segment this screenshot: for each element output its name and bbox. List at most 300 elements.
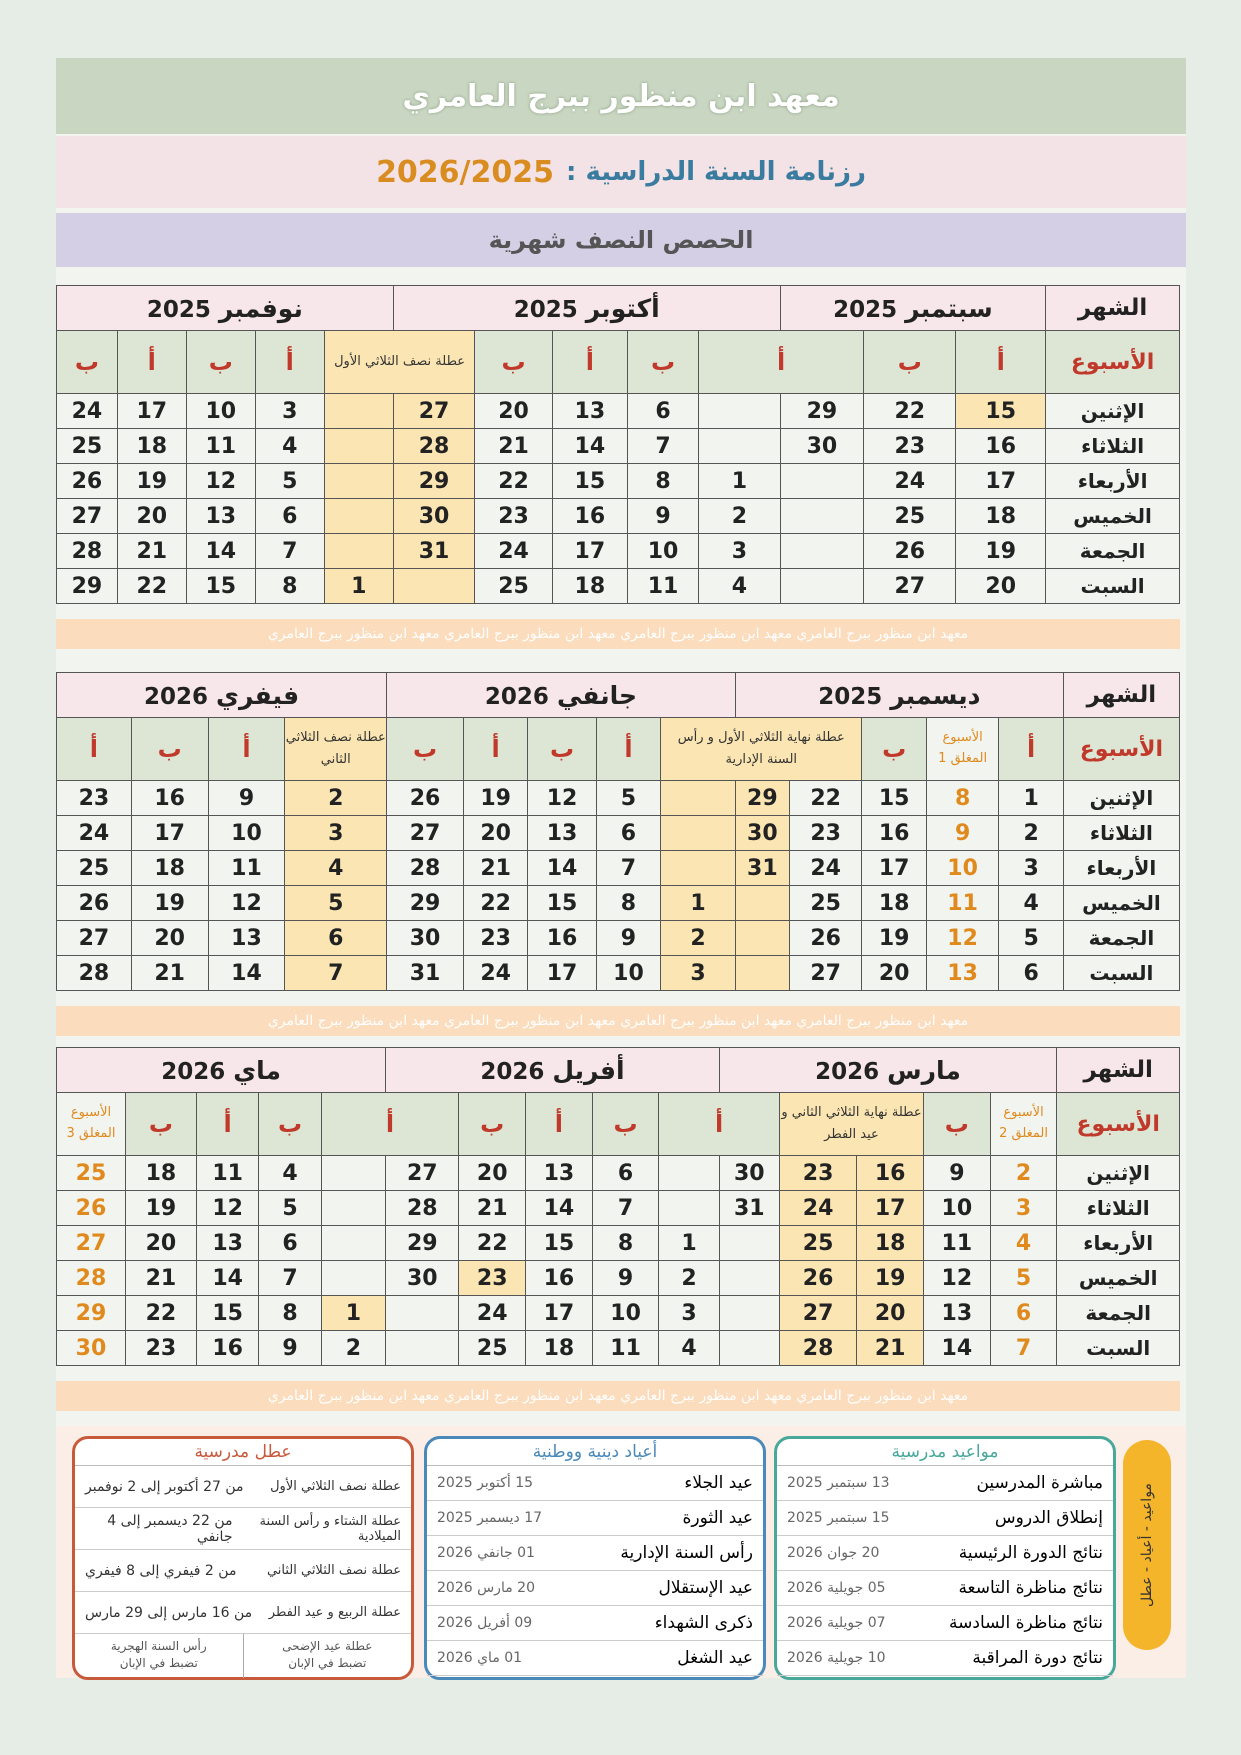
month-header-march — [719, 1048, 1057, 1093]
month-label: الشهر — [1057, 1048, 1180, 1093]
month-header-december — [735, 673, 1063, 718]
month-header-january — [387, 673, 736, 718]
date-cell: 13 — [528, 816, 596, 851]
info-date: من 16 مارس إلى 29 مارس — [85, 1604, 253, 1621]
date-cell: 25 — [57, 851, 132, 886]
week-letter: ب — [475, 331, 552, 394]
date-cell: 15 — [528, 886, 596, 921]
date-cell: 20 — [131, 921, 208, 956]
info-row — [777, 1641, 1113, 1676]
month-year: 2026 — [484, 683, 549, 710]
date-cell: 30 — [393, 499, 475, 534]
date-cell: 14 — [552, 429, 627, 464]
holidays-box — [424, 1436, 766, 1680]
date-cell: 17 — [857, 1191, 924, 1226]
date-cell: 22 — [459, 1226, 526, 1261]
date-cell: 28 — [387, 851, 464, 886]
date-cell — [735, 886, 789, 921]
calendar-title — [56, 136, 1186, 208]
date-cell: 19 — [117, 464, 186, 499]
date-cell: 23 — [475, 499, 552, 534]
date-cell: 13 — [552, 394, 627, 429]
vacations-box — [72, 1436, 414, 1680]
date-cell — [386, 1331, 459, 1366]
day-label: السبت — [1046, 569, 1180, 604]
date-cell: 10 — [592, 1296, 659, 1331]
week-letter: أ — [699, 331, 864, 394]
info-row — [427, 1571, 763, 1606]
week-letter: أ — [999, 718, 1063, 781]
date-cell: 2 — [999, 816, 1063, 851]
date-cell: 28 — [57, 956, 132, 991]
week-letter: ب — [864, 331, 956, 394]
month-year: 2026 — [480, 1058, 545, 1085]
day-label: السبت — [1057, 1331, 1180, 1366]
info-date: من 27 أكتوبر إلى 2 نوفمبر — [85, 1478, 244, 1495]
date-cell: 15 — [956, 394, 1046, 429]
date-cell: 4 — [255, 429, 324, 464]
day-row — [57, 569, 1180, 604]
info-date: 20 مارس 2026 — [437, 1580, 535, 1596]
closed-week-header: الأسبوع المغلق 3 — [57, 1093, 126, 1156]
date-cell: 13 — [186, 499, 255, 534]
info-label: نتائج مناظرة التاسعة — [958, 1578, 1103, 1598]
date-cell: 18 — [552, 569, 627, 604]
date-cell — [393, 569, 475, 604]
date-cell: 27 — [779, 1296, 856, 1331]
date-cell: 9 — [592, 1261, 659, 1296]
date-cell: 20 — [459, 1156, 526, 1191]
date-cell — [659, 1156, 719, 1191]
day-label: الثلاثاء — [1063, 816, 1179, 851]
date-cell: 28 — [386, 1191, 459, 1226]
vacation-header: عطلة نصف الثلاثي الأول — [324, 331, 475, 394]
date-cell: 17 — [131, 816, 208, 851]
date-cell: 7 — [592, 1191, 659, 1226]
closed-week-header: الأسبوع المغلق 1 — [926, 718, 999, 781]
week-letter: ب — [592, 1093, 659, 1156]
day-row — [57, 1156, 1180, 1191]
date-cell — [780, 464, 864, 499]
date-cell: 23 — [463, 921, 527, 956]
info-label: عطلة الشتاء و رأس السنة الميلادية — [259, 1513, 401, 1544]
date-cell: 11 — [627, 569, 698, 604]
info-label: رأس السنة الإدارية — [620, 1543, 753, 1563]
watermark-strip: معهد ابن منظور ببرج العامري معهد ابن منظور ببرج العامري معهد ابن منظور ببرج العامري معهد ابن منظور ببرج العامري — [56, 619, 1180, 649]
week-label: الأسبوع — [1046, 331, 1180, 394]
vacation-header: عطلة نهاية الثلاثي الثاني و عيد الفطر — [779, 1093, 923, 1156]
day-row — [57, 534, 1180, 569]
date-cell — [324, 429, 393, 464]
date-cell — [719, 1331, 779, 1366]
info-row — [427, 1606, 763, 1641]
date-cell: 4 — [990, 1226, 1057, 1261]
day-row — [57, 781, 1180, 816]
date-cell: 4 — [259, 1156, 321, 1191]
info-label: إنطلاق الدروس — [994, 1508, 1103, 1528]
day-label: الجمعة — [1046, 534, 1180, 569]
date-cell: 4 — [699, 569, 781, 604]
date-cell: 6 — [285, 921, 387, 956]
box-rows — [427, 1465, 763, 1676]
date-cell: 1 — [999, 781, 1063, 816]
info-date: من 22 ديسمبر إلى 4 جانفي — [107, 1512, 233, 1545]
date-cell: 29 — [57, 1296, 126, 1331]
day-row — [57, 464, 1180, 499]
date-cell: 17 — [526, 1296, 593, 1331]
week-letter: أ — [552, 331, 627, 394]
date-cell — [321, 1156, 386, 1191]
date-cell: 16 — [552, 499, 627, 534]
date-cell: 4 — [659, 1331, 719, 1366]
date-cell: 2 — [659, 1261, 719, 1296]
date-cell: 27 — [57, 499, 118, 534]
date-cell: 21 — [857, 1331, 924, 1366]
date-cell: 8 — [255, 569, 324, 604]
calendar-label: رزنامة السنة الدراسية : — [566, 157, 866, 187]
week-letter: ب — [387, 718, 464, 781]
date-cell: 30 — [735, 816, 789, 851]
date-cell: 5 — [259, 1191, 321, 1226]
date-cell: 31 — [387, 956, 464, 991]
day-row — [57, 429, 1180, 464]
date-cell: 2 — [285, 781, 387, 816]
date-cell — [780, 499, 864, 534]
date-cell: 13 — [924, 1296, 991, 1331]
date-cell: 28 — [779, 1331, 856, 1366]
date-cell: 28 — [57, 534, 118, 569]
date-cell: 26 — [57, 1191, 126, 1226]
month-header-february — [57, 673, 387, 718]
day-row — [57, 499, 1180, 534]
month-year: 2026 — [815, 1058, 880, 1085]
month-year: 2025 — [146, 296, 211, 323]
info-label: نتائج دورة المراقبة — [972, 1648, 1103, 1668]
date-cell — [321, 1226, 386, 1261]
month-year: 2025 — [818, 683, 883, 710]
info-date: 10 جويلية 2026 — [787, 1650, 886, 1666]
date-cell — [324, 534, 393, 569]
date-cell: 24 — [864, 464, 956, 499]
box-rows — [75, 1465, 411, 1634]
date-cell: 1 — [324, 569, 393, 604]
week-letter: أ — [321, 1093, 459, 1156]
date-cell: 15 — [862, 781, 926, 816]
date-cell: 3 — [999, 851, 1063, 886]
date-cell — [661, 781, 736, 816]
date-cell: 23 — [789, 816, 862, 851]
date-cell: 9 — [259, 1331, 321, 1366]
date-cell: 26 — [789, 921, 862, 956]
week-letter: أ — [255, 331, 324, 394]
week-letter: أ — [117, 331, 186, 394]
week-letter: ب — [459, 1093, 526, 1156]
date-cell: 20 — [475, 394, 552, 429]
date-cell: 31 — [393, 534, 475, 569]
week-letter: ب — [862, 718, 926, 781]
date-cell: 14 — [924, 1331, 991, 1366]
date-cell: 11 — [196, 1156, 258, 1191]
date-cell: 18 — [862, 886, 926, 921]
date-cell: 20 — [125, 1226, 196, 1261]
date-cell — [324, 499, 393, 534]
date-cell: 12 — [196, 1191, 258, 1226]
vacation-header: عطلة نهاية الثلاثي الأول و رأس السنة الإدارية — [661, 718, 862, 781]
info-date: 15 أكتوبر 2025 — [437, 1475, 534, 1491]
date-cell: 27 — [386, 1156, 459, 1191]
date-cell: 18 — [526, 1331, 593, 1366]
week-letter: ب — [528, 718, 596, 781]
date-cell: 28 — [393, 429, 475, 464]
date-cell: 19 — [857, 1261, 924, 1296]
day-label: الأربعاء — [1063, 851, 1179, 886]
date-cell: 23 — [125, 1331, 196, 1366]
day-rows — [57, 394, 1180, 604]
date-cell: 17 — [862, 851, 926, 886]
info-date: 09 أفريل 2026 — [437, 1615, 533, 1631]
week-label: الأسبوع — [1057, 1093, 1180, 1156]
date-cell: 8 — [592, 1226, 659, 1261]
date-cell: 11 — [186, 429, 255, 464]
date-cell: 24 — [57, 816, 132, 851]
date-cell: 9 — [596, 921, 660, 956]
date-cell: 16 — [196, 1331, 258, 1366]
date-cell — [780, 534, 864, 569]
date-cell: 2 — [321, 1331, 386, 1366]
info-label: عيد الإستقلال — [658, 1578, 753, 1598]
date-cell: 8 — [596, 886, 660, 921]
date-cell: 27 — [393, 394, 475, 429]
month-year: 2025 — [833, 296, 898, 323]
date-cell: 25 — [459, 1331, 526, 1366]
info-label: عطلة نصف الثلاثي الثاني — [266, 1563, 401, 1578]
date-cell: 18 — [125, 1156, 196, 1191]
info-row — [777, 1536, 1113, 1571]
date-cell — [386, 1296, 459, 1331]
date-cell: 12 — [924, 1261, 991, 1296]
date-cell: 16 — [857, 1156, 924, 1191]
date-cell: 29 — [386, 1226, 459, 1261]
date-cell: 16 — [131, 781, 208, 816]
footer-hijri-new-year — [75, 1634, 243, 1678]
date-cell: 31 — [719, 1191, 779, 1226]
day-row — [57, 886, 1180, 921]
info-date: 01 ماي 2026 — [437, 1650, 523, 1666]
date-cell: 21 — [131, 956, 208, 991]
date-cell: 10 — [596, 956, 660, 991]
date-cell: 6 — [990, 1296, 1057, 1331]
info-row — [75, 1466, 411, 1508]
date-cell: 24 — [463, 956, 527, 991]
date-cell — [324, 394, 393, 429]
date-cell: 14 — [528, 851, 596, 886]
date-cell: 27 — [864, 569, 956, 604]
date-cell: 22 — [475, 464, 552, 499]
day-row — [57, 956, 1180, 991]
date-cell: 6 — [999, 956, 1063, 991]
week-letter: أ — [526, 1093, 593, 1156]
date-cell: 18 — [857, 1226, 924, 1261]
footer-sub: تضبط في الإبان — [119, 1655, 198, 1670]
week-letter: أ — [659, 1093, 779, 1156]
date-cell: 31 — [735, 851, 789, 886]
date-cell: 3 — [699, 534, 781, 569]
date-cell: 15 — [526, 1226, 593, 1261]
date-cell: 12 — [186, 464, 255, 499]
date-cell: 10 — [208, 816, 285, 851]
date-cell: 19 — [862, 921, 926, 956]
week-letter: ب — [186, 331, 255, 394]
day-label: الإثنين — [1057, 1156, 1180, 1191]
month-name: مارس — [887, 1055, 961, 1085]
info-date: 05 جويلية 2026 — [787, 1580, 886, 1596]
date-cell: 3 — [659, 1296, 719, 1331]
vacation-header: عطلة نصف الثلاثي الثاني — [285, 718, 387, 781]
date-cell: 19 — [463, 781, 527, 816]
info-row — [427, 1501, 763, 1536]
day-label: الأربعاء — [1057, 1226, 1180, 1261]
box-title: أعياد دينية ووطنية — [532, 1442, 658, 1462]
date-cell: 20 — [857, 1296, 924, 1331]
date-cell: 22 — [789, 781, 862, 816]
info-date: 13 سبتمبر 2025 — [787, 1475, 890, 1491]
week-letter: ب — [125, 1093, 196, 1156]
day-label: السبت — [1063, 956, 1179, 991]
info-row — [75, 1508, 411, 1550]
date-cell: 16 — [526, 1261, 593, 1296]
week-letter: أ — [956, 331, 1046, 394]
date-cell: 20 — [862, 956, 926, 991]
day-label: الخميس — [1063, 886, 1179, 921]
date-cell: 22 — [463, 886, 527, 921]
day-row — [57, 1191, 1180, 1226]
date-cell: 30 — [780, 429, 864, 464]
date-cell: 29 — [57, 569, 118, 604]
date-cell: 14 — [526, 1191, 593, 1226]
date-cell: 27 — [387, 816, 464, 851]
date-cell: 26 — [57, 464, 118, 499]
subtitle: الحصص النصف شهرية — [56, 213, 1186, 267]
day-row — [57, 1226, 1180, 1261]
date-cell — [661, 816, 736, 851]
date-cell: 7 — [259, 1261, 321, 1296]
date-cell: 2 — [661, 921, 736, 956]
date-cell: 23 — [57, 781, 132, 816]
date-cell — [324, 464, 393, 499]
date-cell: 26 — [387, 781, 464, 816]
date-cell — [699, 429, 781, 464]
date-cell: 29 — [387, 886, 464, 921]
date-cell: 30 — [386, 1261, 459, 1296]
watermark-strip: معهد ابن منظور ببرج العامري معهد ابن منظور ببرج العامري معهد ابن منظور ببرج العامري معهد ابن منظور ببرج العامري — [56, 1006, 1180, 1036]
info-label: نتائج الدورة الرئيسية — [958, 1543, 1103, 1563]
date-cell — [735, 921, 789, 956]
day-label: الإثنين — [1063, 781, 1179, 816]
info-row — [75, 1592, 411, 1634]
month-header-september — [780, 286, 1046, 331]
week-letter: أ — [463, 718, 527, 781]
date-cell: 24 — [779, 1191, 856, 1226]
date-cell: 8 — [926, 781, 999, 816]
date-cell — [661, 851, 736, 886]
date-cell — [321, 1261, 386, 1296]
day-label: الجمعة — [1057, 1296, 1180, 1331]
date-cell: 17 — [528, 956, 596, 991]
date-cell: 3 — [255, 394, 324, 429]
date-cell: 24 — [57, 394, 118, 429]
date-cell: 7 — [285, 956, 387, 991]
date-cell: 18 — [956, 499, 1046, 534]
box-title: عطل مدرسية — [194, 1442, 292, 1462]
date-cell: 21 — [117, 534, 186, 569]
date-cell: 24 — [459, 1296, 526, 1331]
info-row — [777, 1466, 1113, 1501]
day-row — [57, 921, 1180, 956]
info-label: نتائج مناظرة السادسة — [949, 1613, 1103, 1633]
date-cell: 5 — [990, 1261, 1057, 1296]
date-cell: 11 — [592, 1331, 659, 1366]
month-name: فيفري — [216, 680, 300, 710]
watermark-strip: معهد ابن منظور ببرج العامري معهد ابن منظور ببرج العامري معهد ابن منظور ببرج العامري معهد ابن منظور ببرج العامري — [56, 1381, 1180, 1411]
date-cell: 12 — [926, 921, 999, 956]
info-date: 17 ديسمبر 2025 — [437, 1510, 543, 1526]
date-cell: 13 — [208, 921, 285, 956]
school-year: 2026/2025 — [376, 154, 555, 190]
date-cell: 19 — [125, 1191, 196, 1226]
date-cell: 3 — [661, 956, 736, 991]
date-cell: 1 — [321, 1296, 386, 1331]
date-cell: 30 — [719, 1156, 779, 1191]
month-name: جانفي — [556, 680, 638, 710]
date-cell: 13 — [926, 956, 999, 991]
month-name: أكتوبر — [585, 293, 660, 323]
day-rows — [57, 781, 1180, 991]
day-row — [57, 394, 1180, 429]
info-label: عطلة نصف الثلاثي الأول — [270, 1479, 401, 1494]
date-cell: 25 — [789, 886, 862, 921]
date-cell: 13 — [526, 1156, 593, 1191]
info-label: عيد الجلاء — [684, 1473, 753, 1493]
date-cell — [719, 1226, 779, 1261]
info-label: عيد الشغل — [677, 1648, 753, 1668]
date-cell: 18 — [131, 851, 208, 886]
day-label: الأربعاء — [1046, 464, 1180, 499]
date-cell: 6 — [259, 1226, 321, 1261]
month-name: سبتمبر — [905, 293, 993, 323]
date-cell: 6 — [592, 1156, 659, 1191]
info-label: عيد الثورة — [682, 1508, 753, 1528]
date-cell: 19 — [956, 534, 1046, 569]
date-cell: 14 — [186, 534, 255, 569]
date-cell — [659, 1191, 719, 1226]
vacations-footer — [75, 1634, 411, 1678]
date-cell — [719, 1296, 779, 1331]
date-cell: 7 — [627, 429, 698, 464]
date-cell: 10 — [186, 394, 255, 429]
date-cell — [321, 1191, 386, 1226]
week-letter: ب — [131, 718, 208, 781]
date-cell: 5 — [999, 921, 1063, 956]
footer-sub: تضبط في الإبان — [288, 1655, 367, 1670]
footer-eid-adha — [243, 1634, 412, 1678]
info-label: عطلة الربيع و عيد الفطر — [268, 1605, 401, 1620]
side-label: مواعيد - أعياد - عطل — [1139, 1483, 1155, 1607]
month-header-november — [57, 286, 394, 331]
date-cell: 8 — [627, 464, 698, 499]
date-cell: 12 — [208, 886, 285, 921]
date-cell: 25 — [864, 499, 956, 534]
info-date: 07 جويلية 2026 — [787, 1615, 886, 1631]
